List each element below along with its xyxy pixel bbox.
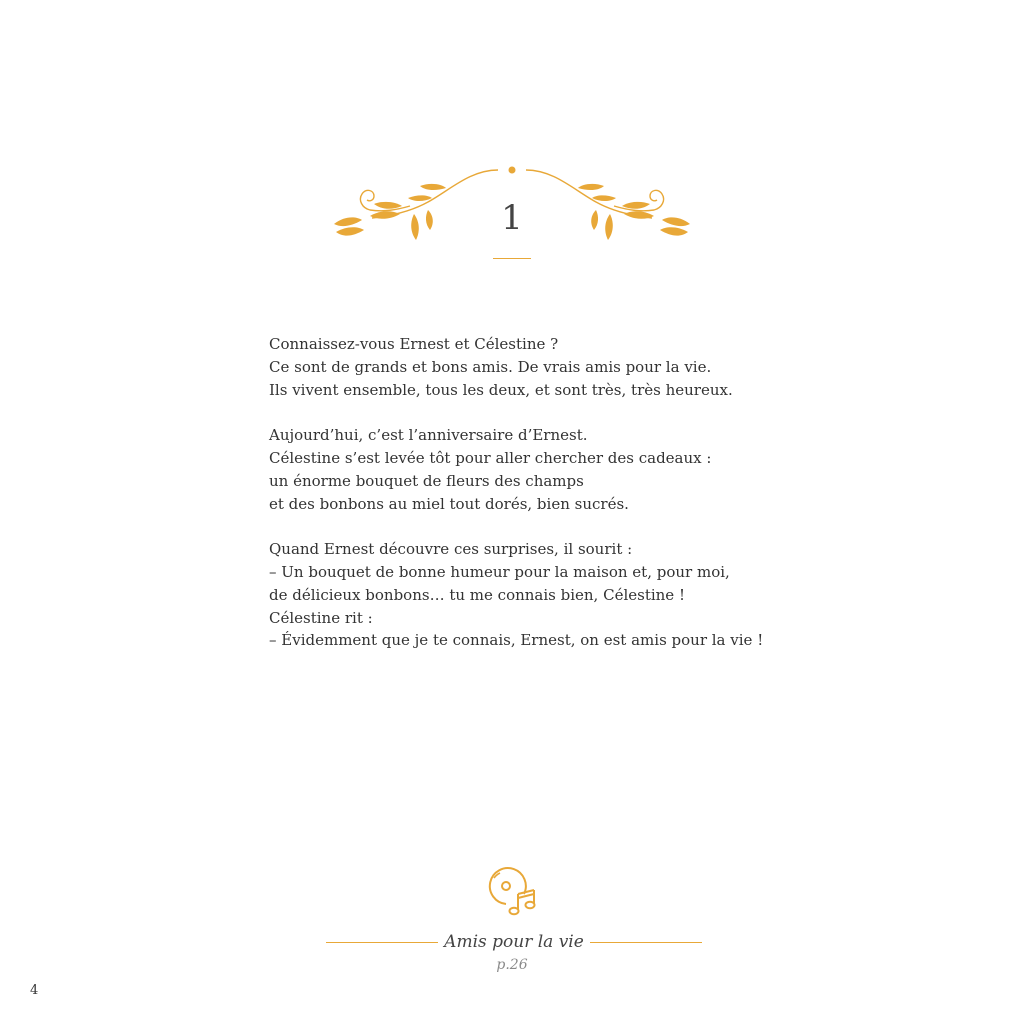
story-line: Quand Ernest découvre ces surprises, il sourit : — [269, 540, 633, 559]
story-line: Célestine rit : — [269, 608, 373, 627]
story-line: Aujourd’hui, c’est l’anniversaire d’Ernest. — [269, 426, 588, 445]
page-number: 4 — [30, 983, 39, 998]
story-line: et des bonbons au miel tout dorés, bien sucrés. — [269, 494, 629, 513]
story-line: Connaissez-vous Ernest et Célestine ? — [269, 335, 559, 353]
song-page-reference[interactable]: p.26 — [496, 957, 528, 973]
song-rule-right — [590, 942, 702, 943]
story-line: de délicieux bonbons… tu me connais bien, Célestine ! — [269, 585, 685, 604]
story-line: – Évidemment que je te connais, Ernest, on est amis pour la vie ! — [269, 631, 764, 650]
song-reference[interactable] — [320, 928, 708, 956]
story-text — [269, 333, 829, 675]
story-line: – Un bouquet de bonne humeur pour la maison et, pour moi, — [269, 562, 730, 581]
song-title[interactable]: Amis pour la vie — [444, 932, 584, 952]
story-line: Ce sont de grands et bons amis. De vrais amis pour la vie. — [269, 357, 712, 376]
story-line: un énorme bouquet de fleurs des champs — [269, 471, 584, 490]
chapter-number: 1 — [501, 198, 523, 238]
chapter-divider — [493, 258, 531, 259]
story-line: Célestine s’est levée tôt pour aller chercher des cadeaux : — [269, 448, 712, 467]
story-paragraph — [269, 538, 829, 652]
music-disc-icon[interactable] — [484, 864, 542, 922]
song-rule-left — [326, 942, 438, 943]
story-paragraph — [269, 333, 829, 401]
story-line: Ils vivent ensemble, tous les deux, et sont très, très heureux. — [269, 380, 733, 399]
story-paragraph — [269, 424, 829, 515]
